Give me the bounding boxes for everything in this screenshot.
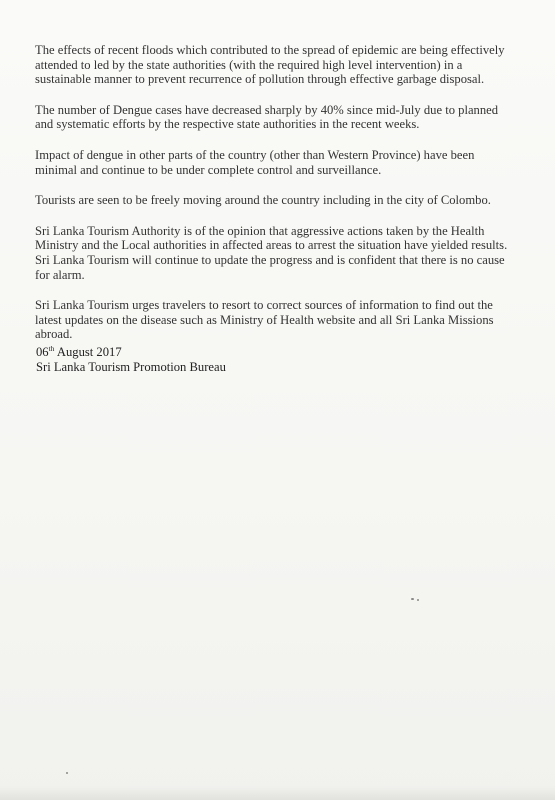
paragraph-dengue-cases: The number of Dengue cases have decreased sharply by 40% since mid-July due to planned and systematic efforts by the respective state authorities in the recent weeks. — [35, 102, 499, 132]
scan-speck — [66, 772, 68, 774]
date-suffix: th — [48, 343, 55, 353]
paragraph-tourists: Tourists are seen to be freely moving around the country including in the city of Colombo. — [35, 193, 491, 208]
signoff-organization: Sri Lanka Tourism Promotion Bureau — [36, 359, 226, 374]
paragraph-floods: The effects of recent floods which contributed to the spread of epidemic are being effectively attended to led by the state authorities (with the required high level intervention) in a sustainable manner to prevent recurrence of pollution through effective garbage disposal. — [35, 43, 505, 87]
paragraph-information-sources: Sri Lanka Tourism urges travelers to resort to correct sources of information to find out the latest updates on the disease such as Ministry of Health website and all Sri Lanka Missions abroad. — [35, 298, 494, 342]
scan-speck — [411, 598, 414, 600]
document-body — [35, 43, 517, 358]
scan-bottom-edge — [0, 786, 555, 800]
signoff-block — [36, 345, 436, 374]
date-rest: August 2017 — [54, 345, 122, 359]
scan-speck — [417, 599, 419, 601]
signoff-date — [36, 345, 436, 360]
date-day: 06 — [36, 345, 49, 359]
paragraph-other-provinces: Impact of dengue in other parts of the country (other than Western Province) have been minimal and continue to be under complete control and surveillance. — [35, 147, 475, 177]
paragraph-tourism-authority: Sri Lanka Tourism Authority is of the opinion that aggressive actions taken by the Health Ministry and the Local authorities in affected areas to arrest the situation have yielded results. Sri Lanka Tourism will continue to update the progress and is confident that there is no cause for alarm. — [35, 223, 508, 282]
